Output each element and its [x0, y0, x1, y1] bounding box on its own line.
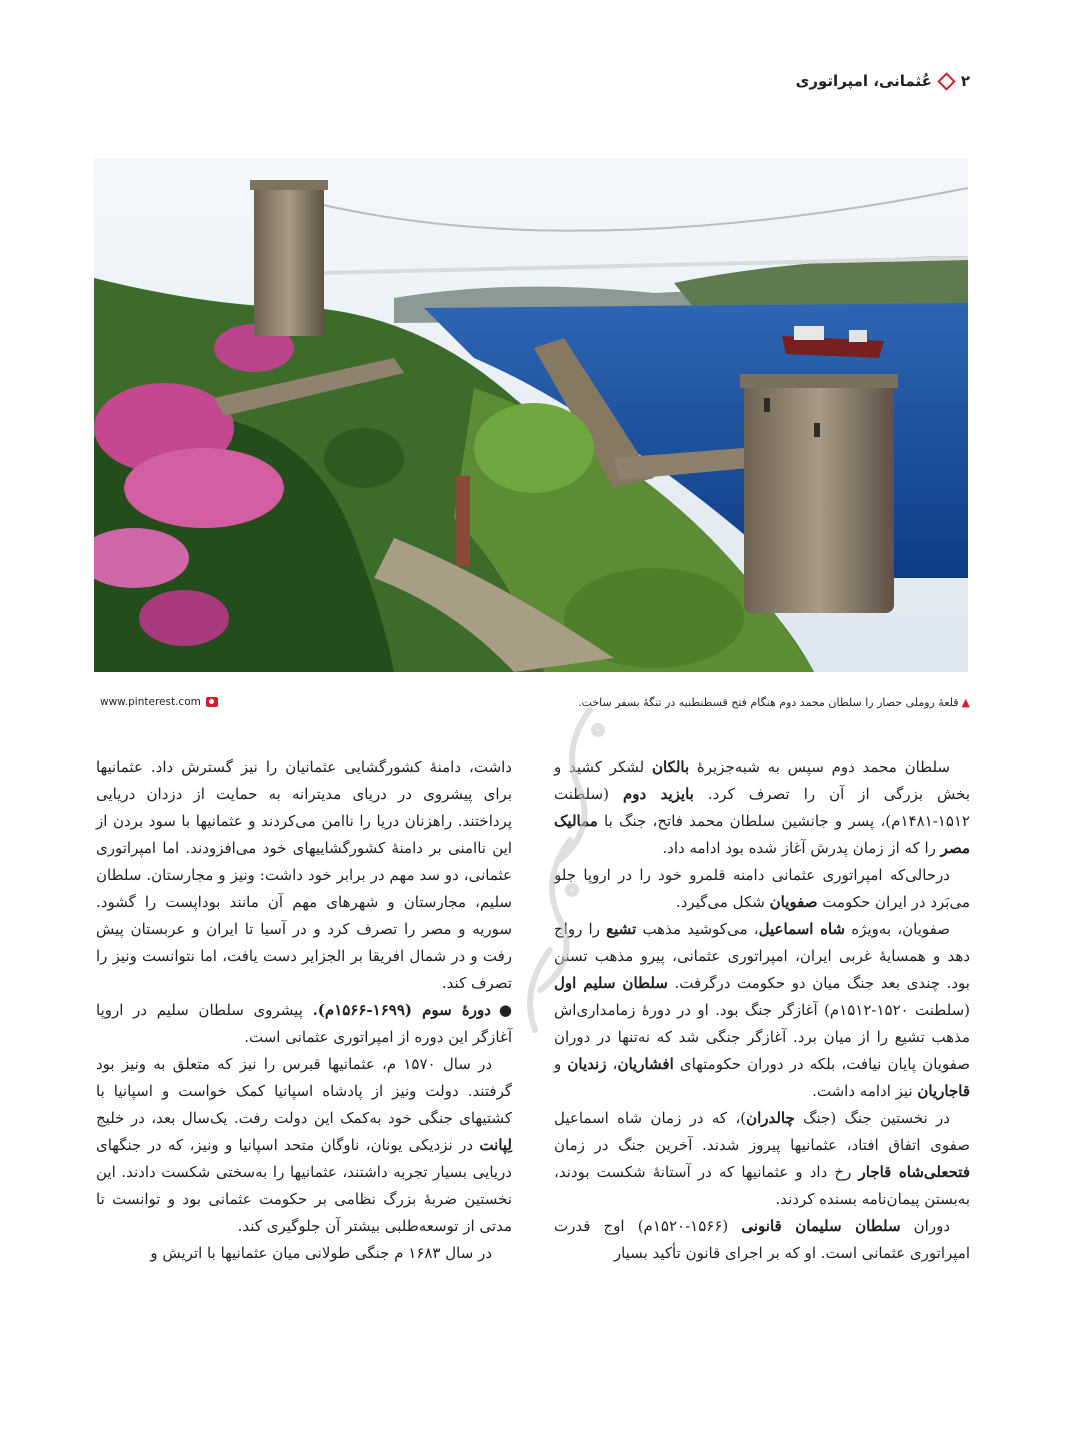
paragraph: در سال ۱۵۷۰ م، عثمانیها قبرس را نیز که متعلق به ونیز بود گرفتند. دولت ونیز از پادشاه اسپانیا کمک خواست و اسپانیا با کشتیهای جنگی خود به‌کمک این دولت رفت. یک‌سال بعد، در خلیج لِپانت در نزدیکی یونان، ناوگان متحد اسپانیا و ونیز، که در جنگهای دریایی بسیار تجربه داشتند، عثمانیها را به‌سختی شکست دادند. این نخستین ضربهٔ بزرگ نظامی بر حکومت عثمانی بود و توانست تا مدتی از توسعه‌طلبی بیشتر آن جلوگیری کند.: [96, 1055, 512, 1235]
figure-caption: [490, 696, 970, 709]
chapter-title: عُثمانی، امپراتوری: [795, 72, 932, 90]
camera-icon: [206, 697, 218, 707]
bullet-title: دورهٔ سوم (۱۶۹۹-۱۵۶۶م).: [312, 1001, 491, 1019]
page-number: ۲: [960, 72, 970, 90]
paragraph: سلطان محمد دوم سپس به شبه‌جزیرهٔ بالکان لشکر کشید و بخش بزرگی از آن را تصرف کرد. بایزید دوم (سلطنت ۱۵۱۲-۱۴۸۱م)، پسر و جانشین سلطان محمد فاتح، جنگ با ممالیک مصر را که از زمان پدرش آغاز شده بود ادامه داد.: [554, 758, 971, 857]
running-header: [796, 72, 970, 90]
fortress-photo: [94, 158, 968, 672]
bullet-icon: ●: [498, 1001, 512, 1019]
caption-text: قلعهٔ روملی حصار را سلطان محمد دوم هنگام فتح قسطنطنیه در تنگهٔ بسفر ساخت.: [578, 696, 959, 709]
caption-triangle-icon: ▲: [961, 696, 970, 709]
diamond-icon: [937, 72, 955, 90]
paragraph: داشت، دامنهٔ کشورگشایی عثمانیان را نیز گسترش داد. عثمانیها برای پیشروی در دریای مدیترانه به حمایت از دزدان دریایی پرداختند. راهزنان دریا را ناامن می‌کردند و عثمانیها با سود بردن از این ناامنی بر دامنهٔ کشورگشاییهای خود می‌افزودند. اما امپراتوری عثمانی، دو سد مهم در برابر خود داشت: ونیز و مجارستان. سلطان سلیم، مجارستان و شهرهای مهم آن مانند بوداپست را گشود. سوریه و مصر را تصرف کرد و در آسیا تا ایران و عربستان پیش رفت و در شمال افریقا بر الجزایر دست یافت، اما نتوانست ونیز را تصرف کند.: [96, 758, 512, 992]
bullet-item: ●دورهٔ سوم (۱۶۹۹-۱۵۶۶م). پیشروی سلطان سلیم در اروپا آغازگر این دوره از امپراتوری عثمانی است.: [96, 997, 512, 1051]
left-column: [96, 754, 512, 1267]
credit-url[interactable]: www.pinterest.com: [100, 696, 201, 708]
right-column: [554, 754, 970, 1267]
paragraph: درحالی‌که امپراتوری عثمانی دامنه قلمرو خود را در اروپا جلو می‌بَرد در ایران حکومت صفویان شکل می‌گیرد.: [554, 866, 970, 911]
paragraph: در نخستین جنگ (جنگ چالدران)، که در زمان شاه اسماعیل صفوی اتفاق افتاد، عثمانیها پیروز شدند. آخرین جنگ در زمان فتحعلی‌شاه قاجار رخ داد و عثمانیها که در آستانهٔ شکست بودند، به‌بستن پیمان‌نامه بسنده کردند.: [554, 1109, 971, 1208]
paragraph: صفویان، به‌ویژه شاه اسماعیل، می‌کوشید مذهب تشیع را رواج دهد و همسایهٔ غربی ایران، امپراتوری عثمانی، پیرو مذهب تسنن بود. چندی بعد جنگ میان دو حکومت درگرفت. سلطان سلیم اول (سلطنت ۱۵۲۰-۱۵۱۲م) آغازگر جنگ بود. او در دورهٔ زمامداری‌اش مذهب تشیع را از میان برد. آغازگر جنگی شد که نه‌تنها در دوران صفویان پایان نیافت، بلکه در دوران حکومتهای افشاریان، زندیان و قاجاریان نیز ادامه داشت.: [554, 920, 971, 1100]
paragraph: در سال ۱۶۸۳ م جنگی طولانی میان عثمانیها با اتریش و: [150, 1244, 492, 1262]
image-credit: [100, 696, 218, 708]
paragraph: دوران سلطان سلیمان قانونی (۱۵۶۶-۱۵۲۰م) اوج قدرت امپراتوری عثمانی است. او که بر اجرای قانون تأکید بسیار: [554, 1217, 970, 1262]
